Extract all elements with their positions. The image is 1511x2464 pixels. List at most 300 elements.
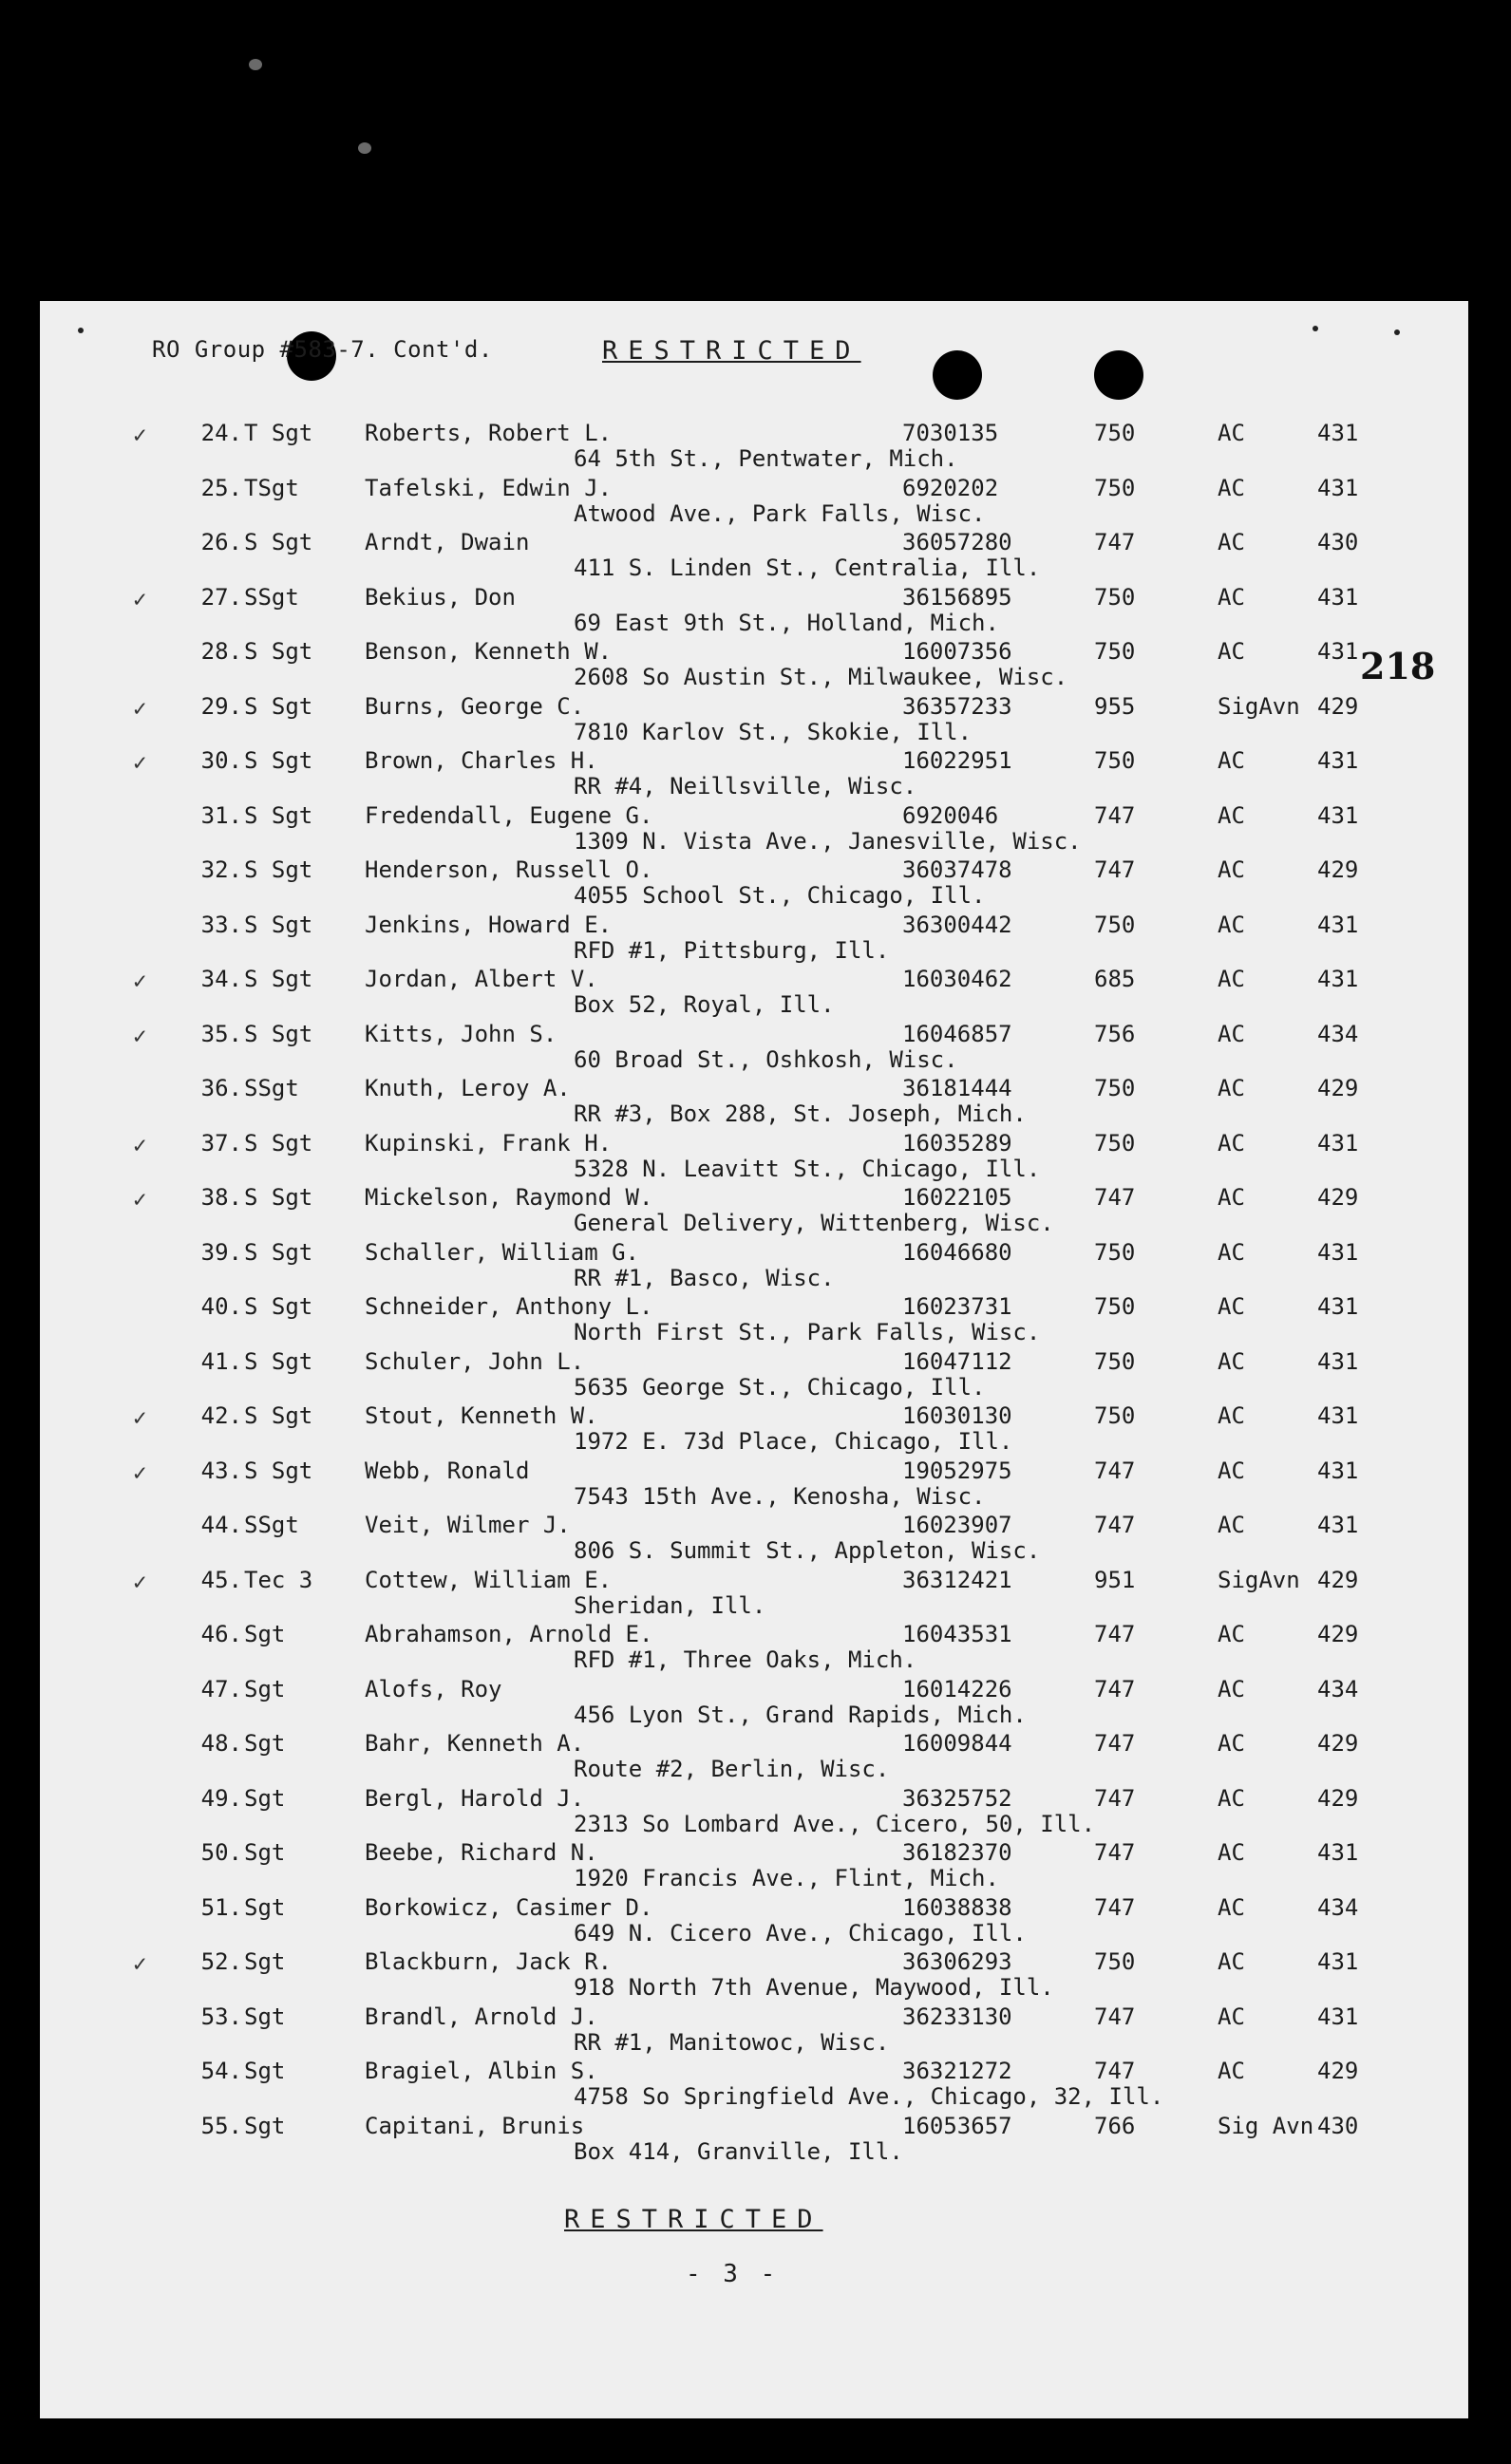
serial-number: 36156895 bbox=[902, 583, 1012, 611]
serial-number: 16030462 bbox=[902, 966, 1012, 992]
unit-code: 431 bbox=[1317, 1402, 1359, 1429]
entry-number: 37. bbox=[200, 1129, 242, 1157]
soldier-name: Bergl, Harold J. bbox=[365, 1784, 585, 1812]
roster-entry bbox=[40, 2058, 1468, 2113]
home-address: RR #1, Manitowoc, Wisc. bbox=[574, 2028, 890, 2056]
rank: Sgt bbox=[244, 1839, 286, 1866]
roster-entry bbox=[40, 1348, 1468, 1403]
mos-code: 747 bbox=[1094, 1512, 1136, 1538]
unit-code: 431 bbox=[1317, 420, 1359, 446]
entry-number: 49. bbox=[200, 1784, 242, 1812]
entry-number: 30. bbox=[200, 747, 242, 774]
check-mark-icon: ✓ bbox=[133, 1950, 147, 1977]
serial-number: 36300442 bbox=[902, 911, 1012, 938]
roster-entry bbox=[40, 1075, 1468, 1130]
check-mark-icon: ✓ bbox=[133, 1568, 147, 1595]
mos-code: 750 bbox=[1094, 638, 1136, 665]
unit-code: 431 bbox=[1317, 1129, 1359, 1157]
branch: AC bbox=[1218, 1621, 1245, 1647]
entry-number: 31. bbox=[200, 801, 242, 829]
serial-number: 7030135 bbox=[902, 420, 999, 446]
entry-number: 36. bbox=[200, 1075, 242, 1101]
branch: AC bbox=[1218, 1948, 1245, 1975]
roster-entry bbox=[40, 1239, 1468, 1294]
entry-number: 51. bbox=[200, 1893, 242, 1921]
home-address: 456 Lyon St., Grand Rapids, Mich. bbox=[574, 1701, 1027, 1728]
mos-code: 747 bbox=[1094, 1675, 1136, 1702]
branch: AC bbox=[1218, 1839, 1245, 1866]
rank: Tec 3 bbox=[244, 1566, 313, 1593]
soldier-name: Bragiel, Albin S. bbox=[365, 2058, 598, 2084]
personnel-roster bbox=[40, 420, 1468, 2167]
unit-code: 431 bbox=[1317, 1512, 1359, 1538]
serial-number: 16022951 bbox=[902, 747, 1012, 774]
serial-number: 36181444 bbox=[902, 1075, 1012, 1101]
home-address: 918 North 7th Avenue, Maywood, Ill. bbox=[574, 1974, 1054, 2001]
rank: Sgt bbox=[244, 1730, 286, 1757]
rank: Sgt bbox=[244, 2003, 286, 2030]
unit-code: 429 bbox=[1317, 1730, 1359, 1757]
mos-code: 747 bbox=[1094, 1457, 1136, 1484]
scan-dot bbox=[1313, 326, 1318, 331]
mos-code: 685 bbox=[1094, 966, 1136, 992]
rank: Sgt bbox=[244, 1675, 286, 1702]
roster-entry bbox=[40, 1839, 1468, 1894]
soldier-name: Burns, George C. bbox=[365, 692, 585, 720]
unit-code: 430 bbox=[1317, 2112, 1359, 2139]
check-mark-icon: ✓ bbox=[133, 968, 147, 994]
soldier-name: Brown, Charles H. bbox=[365, 747, 598, 774]
rank: S Sgt bbox=[244, 1402, 313, 1429]
mos-code: 747 bbox=[1094, 1621, 1136, 1647]
entry-number: 26. bbox=[200, 529, 242, 555]
unit-code: 431 bbox=[1317, 1238, 1359, 1266]
branch: AC bbox=[1218, 583, 1245, 611]
unit-code: 431 bbox=[1317, 1457, 1359, 1484]
branch: Sig Avn bbox=[1218, 2112, 1314, 2139]
soldier-name: Henderson, Russell O. bbox=[365, 856, 653, 883]
home-address: 60 Broad St., Oshkosh, Wisc. bbox=[574, 1045, 958, 1073]
branch: AC bbox=[1218, 1402, 1245, 1429]
entry-number: 55. bbox=[200, 2112, 242, 2139]
serial-number: 16009844 bbox=[902, 1730, 1012, 1757]
branch: SigAvn bbox=[1218, 1566, 1300, 1593]
punch-hole bbox=[1094, 350, 1143, 400]
home-address: RR #1, Basco, Wisc. bbox=[574, 1264, 835, 1291]
serial-number: 36312421 bbox=[902, 1566, 1012, 1593]
home-address: Atwood Ave., Park Falls, Wisc. bbox=[574, 499, 986, 527]
rank: S Sgt bbox=[244, 856, 313, 883]
unit-code: 431 bbox=[1317, 1948, 1359, 1975]
mos-code: 750 bbox=[1094, 1948, 1136, 1975]
rank: TSgt bbox=[244, 474, 299, 501]
roster-entry bbox=[40, 638, 1468, 693]
roster-entry bbox=[40, 420, 1468, 475]
home-address: 5635 George St., Chicago, Ill. bbox=[574, 1373, 986, 1401]
rank: S Sgt bbox=[244, 747, 313, 774]
rank: S Sgt bbox=[244, 692, 313, 720]
soldier-name: Borkowicz, Casimer D. bbox=[365, 1893, 653, 1921]
entry-number: 29. bbox=[200, 692, 242, 720]
roster-entry bbox=[40, 529, 1468, 584]
check-mark-icon: ✓ bbox=[133, 1458, 147, 1486]
page-stamp: 218 bbox=[1360, 645, 1436, 687]
entry-number: 42. bbox=[200, 1402, 242, 1429]
serial-number: 36325752 bbox=[902, 1784, 1012, 1812]
mos-code: 750 bbox=[1094, 1075, 1136, 1101]
unit-code: 431 bbox=[1317, 1347, 1359, 1375]
mos-code: 750 bbox=[1094, 1293, 1136, 1320]
entry-number: 28. bbox=[200, 638, 242, 665]
roster-entry bbox=[40, 1676, 1468, 1731]
roster-entry bbox=[40, 1894, 1468, 1949]
mos-code: 750 bbox=[1094, 911, 1136, 938]
unit-code: 434 bbox=[1317, 1020, 1359, 1047]
check-mark-icon: ✓ bbox=[133, 1022, 147, 1049]
check-mark-icon: ✓ bbox=[133, 694, 147, 722]
scan-dot bbox=[1394, 329, 1400, 335]
roster-entry bbox=[40, 1948, 1468, 2003]
home-address: RR #3, Box 288, St. Joseph, Mich. bbox=[574, 1100, 1027, 1127]
home-address: Sheridan, Ill. bbox=[574, 1591, 766, 1619]
home-address: 7810 Karlov St., Skokie, Ill. bbox=[574, 718, 973, 745]
entry-number: 44. bbox=[200, 1512, 242, 1538]
rank: S Sgt bbox=[244, 1347, 313, 1375]
serial-number: 16053657 bbox=[902, 2112, 1012, 2139]
unit-code: 429 bbox=[1317, 856, 1359, 883]
rank: Sgt bbox=[244, 1893, 286, 1921]
unit-code: 430 bbox=[1317, 529, 1359, 555]
soldier-name: Kupinski, Frank H. bbox=[365, 1129, 613, 1157]
mos-code: 747 bbox=[1094, 1893, 1136, 1921]
branch: AC bbox=[1218, 1893, 1245, 1921]
entry-number: 25. bbox=[200, 474, 242, 501]
restricted-footer: RESTRICTED bbox=[564, 2205, 823, 2234]
entry-number: 35. bbox=[200, 1020, 242, 1047]
serial-number: 16046680 bbox=[902, 1238, 1012, 1266]
unit-code: 429 bbox=[1317, 1621, 1359, 1647]
mos-code: 756 bbox=[1094, 1020, 1136, 1047]
serial-number: 16030130 bbox=[902, 1402, 1012, 1429]
rank: S Sgt bbox=[244, 1457, 313, 1484]
branch: AC bbox=[1218, 747, 1245, 774]
serial-number: 16038838 bbox=[902, 1893, 1012, 1921]
home-address: Box 52, Royal, Ill. bbox=[574, 991, 835, 1018]
mos-code: 766 bbox=[1094, 2112, 1136, 2139]
document-page bbox=[40, 301, 1468, 2418]
branch: AC bbox=[1218, 638, 1245, 665]
mos-code: 750 bbox=[1094, 1402, 1136, 1429]
branch: AC bbox=[1218, 1347, 1245, 1375]
branch: AC bbox=[1218, 420, 1245, 446]
serial-number: 6920046 bbox=[902, 801, 999, 829]
home-address: 4055 School St., Chicago, Ill. bbox=[574, 882, 986, 909]
scan-speck bbox=[249, 59, 262, 70]
entry-number: 38. bbox=[200, 1184, 242, 1211]
branch: AC bbox=[1218, 801, 1245, 829]
mos-code: 747 bbox=[1094, 1839, 1136, 1866]
soldier-name: Jordan, Albert V. bbox=[365, 966, 598, 992]
entry-number: 54. bbox=[200, 2058, 242, 2084]
mos-code: 747 bbox=[1094, 529, 1136, 555]
rank: S Sgt bbox=[244, 638, 313, 665]
branch: AC bbox=[1218, 1784, 1245, 1812]
unit-code: 431 bbox=[1317, 474, 1359, 501]
rank: T Sgt bbox=[244, 420, 313, 446]
roster-entry bbox=[40, 1021, 1468, 1076]
home-address: 649 N. Cicero Ave., Chicago, Ill. bbox=[574, 1919, 1027, 1947]
soldier-name: Tafelski, Edwin J. bbox=[365, 474, 613, 501]
rank: Sgt bbox=[244, 1784, 286, 1812]
mos-code: 747 bbox=[1094, 1184, 1136, 1211]
rank: SSgt bbox=[244, 1075, 299, 1101]
mos-code: 951 bbox=[1094, 1566, 1136, 1593]
soldier-name: Schneider, Anthony L. bbox=[365, 1293, 653, 1320]
check-mark-icon: ✓ bbox=[133, 1404, 147, 1431]
rank: Sgt bbox=[244, 1621, 286, 1647]
roster-entry bbox=[40, 584, 1468, 639]
home-address: 5328 N. Leavitt St., Chicago, Ill. bbox=[574, 1155, 1041, 1182]
rank: SSgt bbox=[244, 583, 299, 611]
roster-entry bbox=[40, 2113, 1468, 2168]
home-address: 2313 So Lombard Ave., Cicero, 50, Ill. bbox=[574, 1810, 1096, 1837]
serial-number: 36057280 bbox=[902, 529, 1012, 555]
restricted-heading: RESTRICTED bbox=[602, 336, 861, 366]
entry-number: 52. bbox=[200, 1948, 242, 1975]
serial-number: 6920202 bbox=[902, 474, 999, 501]
roster-entry bbox=[40, 966, 1468, 1021]
home-address: Box 414, Granville, Ill. bbox=[574, 2137, 903, 2165]
roster-entry bbox=[40, 1184, 1468, 1239]
entry-number: 32. bbox=[200, 856, 242, 883]
branch: AC bbox=[1218, 1457, 1245, 1484]
serial-number: 36233130 bbox=[902, 2003, 1012, 2030]
serial-number: 16022105 bbox=[902, 1184, 1012, 1211]
rank: S Sgt bbox=[244, 1293, 313, 1320]
roster-entry bbox=[40, 2003, 1468, 2059]
mos-code: 750 bbox=[1094, 474, 1136, 501]
branch: AC bbox=[1218, 1730, 1245, 1757]
home-address: 411 S. Linden St., Centralia, Ill. bbox=[574, 555, 1041, 581]
soldier-name: Benson, Kenneth W. bbox=[365, 638, 613, 665]
unit-code: 431 bbox=[1317, 966, 1359, 992]
soldier-name: Mickelson, Raymond W. bbox=[365, 1184, 653, 1211]
soldier-name: Knuth, Leroy A. bbox=[365, 1075, 571, 1101]
roster-entry bbox=[40, 1402, 1468, 1458]
home-address: 1309 N. Vista Ave., Janesville, Wisc. bbox=[574, 827, 1082, 855]
roster-entry bbox=[40, 1512, 1468, 1567]
rank: Sgt bbox=[244, 1948, 286, 1975]
entry-number: 45. bbox=[200, 1566, 242, 1593]
home-address: General Delivery, Wittenberg, Wisc. bbox=[574, 1210, 1054, 1236]
rank: S Sgt bbox=[244, 966, 313, 992]
branch: AC bbox=[1218, 1293, 1245, 1320]
serial-number: 36306293 bbox=[902, 1948, 1012, 1975]
mos-code: 747 bbox=[1094, 1784, 1136, 1812]
home-address: Route #2, Berlin, Wisc. bbox=[574, 1756, 890, 1782]
roster-entry bbox=[40, 1785, 1468, 1840]
mos-code: 750 bbox=[1094, 1129, 1136, 1157]
scan-speck bbox=[358, 142, 371, 154]
home-address: 2608 So Austin St., Milwaukee, Wisc. bbox=[574, 664, 1068, 690]
branch: AC bbox=[1218, 2003, 1245, 2030]
scan-dot bbox=[78, 328, 84, 333]
entry-number: 39. bbox=[200, 1238, 242, 1266]
soldier-name: Abrahamson, Arnold E. bbox=[365, 1621, 653, 1647]
check-mark-icon: ✓ bbox=[133, 1186, 147, 1213]
rank: S Sgt bbox=[244, 1020, 313, 1047]
serial-number: 36357233 bbox=[902, 692, 1012, 720]
roster-entry bbox=[40, 1293, 1468, 1348]
rank: S Sgt bbox=[244, 801, 313, 829]
branch: AC bbox=[1218, 966, 1245, 992]
unit-code: 431 bbox=[1317, 1293, 1359, 1320]
mos-code: 747 bbox=[1094, 1730, 1136, 1757]
roster-entry bbox=[40, 1730, 1468, 1785]
serial-number: 16007356 bbox=[902, 638, 1012, 665]
home-address: 7543 15th Ave., Kenosha, Wisc. bbox=[574, 1482, 986, 1510]
entry-number: 27. bbox=[200, 583, 242, 611]
entry-number: 43. bbox=[200, 1457, 242, 1484]
check-mark-icon: ✓ bbox=[133, 749, 147, 776]
rank: S Sgt bbox=[244, 529, 313, 555]
check-mark-icon: ✓ bbox=[133, 1131, 147, 1158]
branch: AC bbox=[1218, 474, 1245, 501]
branch: SigAvn bbox=[1218, 692, 1300, 720]
roster-entry bbox=[40, 1621, 1468, 1676]
home-address: 1972 E. 73d Place, Chicago, Ill. bbox=[574, 1428, 1013, 1455]
branch: AC bbox=[1218, 911, 1245, 938]
unit-code: 429 bbox=[1317, 692, 1359, 720]
entry-number: 47. bbox=[200, 1675, 242, 1702]
roster-entry bbox=[40, 802, 1468, 857]
home-address: RFD #1, Pittsburg, Ill. bbox=[574, 936, 890, 964]
soldier-name: Arndt, Dwain bbox=[365, 529, 530, 555]
check-mark-icon: ✓ bbox=[133, 422, 147, 448]
entry-number: 41. bbox=[200, 1347, 242, 1375]
unit-code: 429 bbox=[1317, 1184, 1359, 1211]
roster-entry bbox=[40, 1458, 1468, 1513]
group-header: RO Group #583-7. Cont'd. bbox=[152, 336, 493, 363]
roster-entry bbox=[40, 475, 1468, 530]
unit-code: 431 bbox=[1317, 1839, 1359, 1866]
mos-code: 747 bbox=[1094, 856, 1136, 883]
home-address: 69 East 9th St., Holland, Mich. bbox=[574, 609, 999, 636]
rank: S Sgt bbox=[244, 1129, 313, 1157]
soldier-name: Jenkins, Howard E. bbox=[365, 911, 613, 938]
serial-number: 16047112 bbox=[902, 1347, 1012, 1375]
entry-number: 53. bbox=[200, 2003, 242, 2030]
entry-number: 33. bbox=[200, 911, 242, 938]
roster-entry bbox=[40, 856, 1468, 912]
unit-code: 429 bbox=[1317, 2058, 1359, 2084]
serial-number: 16023907 bbox=[902, 1512, 1012, 1538]
unit-code: 431 bbox=[1317, 801, 1359, 829]
entry-number: 24. bbox=[200, 420, 242, 446]
branch: AC bbox=[1218, 1238, 1245, 1266]
home-address: 1920 Francis Ave., Flint, Mich. bbox=[574, 1865, 999, 1891]
serial-number: 19052975 bbox=[902, 1457, 1012, 1484]
branch: AC bbox=[1218, 529, 1245, 555]
branch: AC bbox=[1218, 2058, 1245, 2084]
entry-number: 40. bbox=[200, 1293, 242, 1320]
soldier-name: Stout, Kenneth W. bbox=[365, 1402, 598, 1429]
entry-number: 34. bbox=[200, 966, 242, 992]
page-number: - 3 - bbox=[686, 2260, 780, 2288]
mos-code: 750 bbox=[1094, 583, 1136, 611]
soldier-name: Brandl, Arnold J. bbox=[365, 2003, 598, 2030]
unit-code: 431 bbox=[1317, 911, 1359, 938]
serial-number: 16023731 bbox=[902, 1293, 1012, 1320]
branch: AC bbox=[1218, 856, 1245, 883]
soldier-name: Bahr, Kenneth A. bbox=[365, 1730, 585, 1757]
soldier-name: Cottew, William E. bbox=[365, 1566, 613, 1593]
serial-number: 16043531 bbox=[902, 1621, 1012, 1647]
punch-hole bbox=[933, 350, 982, 400]
rank: Sgt bbox=[244, 2112, 286, 2139]
rank: S Sgt bbox=[244, 911, 313, 938]
unit-code: 429 bbox=[1317, 1784, 1359, 1812]
home-address: RFD #1, Three Oaks, Mich. bbox=[574, 1646, 917, 1673]
soldier-name: Blackburn, Jack R. bbox=[365, 1948, 613, 1975]
rank: S Sgt bbox=[244, 1184, 313, 1211]
rank: S Sgt bbox=[244, 1238, 313, 1266]
roster-entry bbox=[40, 912, 1468, 967]
unit-code: 434 bbox=[1317, 1675, 1359, 1702]
unit-code: 431 bbox=[1317, 583, 1359, 611]
roster-entry bbox=[40, 1130, 1468, 1185]
serial-number: 36037478 bbox=[902, 856, 1012, 883]
roster-entry bbox=[40, 747, 1468, 802]
soldier-name: Fredendall, Eugene G. bbox=[365, 801, 653, 829]
entry-number: 48. bbox=[200, 1730, 242, 1757]
mos-code: 750 bbox=[1094, 747, 1136, 774]
soldier-name: Webb, Ronald bbox=[365, 1457, 530, 1484]
branch: AC bbox=[1218, 1512, 1245, 1538]
home-address: 806 S. Summit St., Appleton, Wisc. bbox=[574, 1537, 1041, 1564]
branch: AC bbox=[1218, 1184, 1245, 1211]
roster-entry bbox=[40, 693, 1468, 748]
soldier-name: Roberts, Robert L. bbox=[365, 420, 613, 446]
soldier-name: Veit, Wilmer J. bbox=[365, 1512, 571, 1538]
serial-number: 36321272 bbox=[902, 2058, 1012, 2084]
branch: AC bbox=[1218, 1075, 1245, 1101]
soldier-name: Beebe, Richard N. bbox=[365, 1839, 598, 1866]
mos-code: 747 bbox=[1094, 2058, 1136, 2084]
soldier-name: Bekius, Don bbox=[365, 583, 516, 611]
home-address: 64 5th St., Pentwater, Mich. bbox=[574, 445, 958, 472]
rank: SSgt bbox=[244, 1512, 299, 1538]
unit-code: 431 bbox=[1317, 2003, 1359, 2030]
unit-code: 431 bbox=[1317, 638, 1359, 665]
rank: Sgt bbox=[244, 2058, 286, 2084]
home-address: North First St., Park Falls, Wisc. bbox=[574, 1319, 1041, 1345]
branch: AC bbox=[1218, 1675, 1245, 1702]
soldier-name: Schaller, William G. bbox=[365, 1238, 639, 1266]
check-mark-icon: ✓ bbox=[133, 585, 147, 612]
soldier-name: Capitani, Brunis bbox=[365, 2112, 585, 2139]
serial-number: 16014226 bbox=[902, 1675, 1012, 1702]
serial-number: 36182370 bbox=[902, 1839, 1012, 1866]
entry-number: 50. bbox=[200, 1839, 242, 1866]
entry-number: 46. bbox=[200, 1621, 242, 1647]
mos-code: 955 bbox=[1094, 692, 1136, 720]
serial-number: 16046857 bbox=[902, 1020, 1012, 1047]
branch: AC bbox=[1218, 1129, 1245, 1157]
soldier-name: Schuler, John L. bbox=[365, 1347, 585, 1375]
mos-code: 747 bbox=[1094, 2003, 1136, 2030]
mos-code: 750 bbox=[1094, 1347, 1136, 1375]
